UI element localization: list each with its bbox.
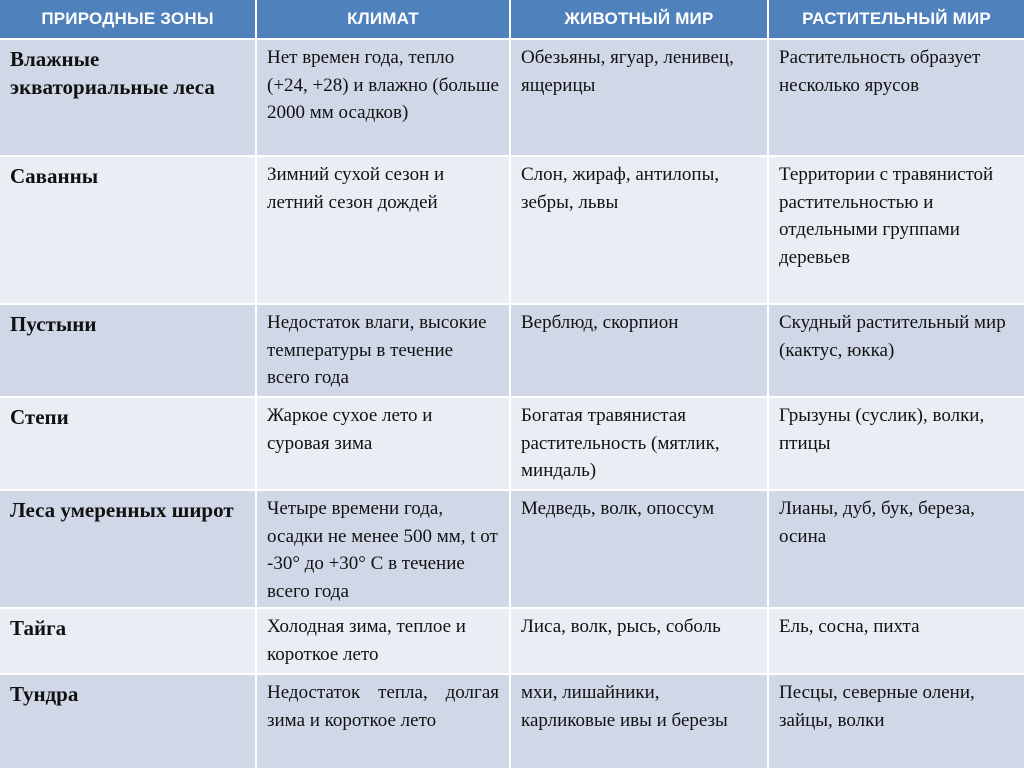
flora-cell: Грызуны (суслик), волки, птицы	[768, 397, 1024, 490]
climate-cell: Зимний сухой сезон и летний сезон дождей	[256, 156, 510, 304]
table-row	[0, 304, 1024, 397]
flora-cell: Территории с травянистой растительностью и отдельными группами деревьев	[768, 156, 1024, 304]
zone-cell: Пустыни	[0, 304, 256, 397]
header-row	[0, 0, 1024, 39]
climate-cell: Недостаток тепла, долгая зима и короткое лето	[256, 674, 510, 769]
climate-cell: Нет времен года, тепло (+24, +28) и влажно (больше 2000 мм осадков)	[256, 39, 510, 156]
header-fauna: ЖИВОТНЫЙ МИР	[510, 0, 768, 39]
fauna-cell: Лиса, волк, рысь, соболь	[510, 608, 768, 674]
climate-cell: Жаркое сухое лето и суровая зима	[256, 397, 510, 490]
climate-cell: Четыре времени года, осадки не менее 500 мм, t от -30° до +30° С в течение всего года	[256, 490, 510, 608]
flora-cell: Растительность образует несколько ярусов	[768, 39, 1024, 156]
header-zones: ПРИРОДНЫЕ ЗОНЫ	[0, 0, 256, 39]
header-climate: КЛИМАТ	[256, 0, 510, 39]
fauna-cell: Обезьяны, ягуар, ленивец, ящерицы	[510, 39, 768, 156]
table-row	[0, 490, 1024, 608]
table-row	[0, 39, 1024, 156]
table-row	[0, 397, 1024, 490]
zone-cell: Влажные экваториальные леса	[0, 39, 256, 156]
zone-cell: Тайга	[0, 608, 256, 674]
zone-cell: Степи	[0, 397, 256, 490]
zone-cell: Тундра	[0, 674, 256, 769]
zone-cell: Саванны	[0, 156, 256, 304]
zone-cell: Леса умеренных широт	[0, 490, 256, 608]
fauna-cell: Слон, жираф, антилопы, зебры, львы	[510, 156, 768, 304]
fauna-cell: Медведь, волк, опоссум	[510, 490, 768, 608]
flora-cell: Песцы, северные олени, зайцы, волки	[768, 674, 1024, 769]
header-flora: РАСТИТЕЛЬНЫЙ МИР	[768, 0, 1024, 39]
fauna-cell: мхи, лишайники, карликовые ивы и березы	[510, 674, 768, 769]
table-row	[0, 608, 1024, 674]
climate-cell: Недостаток влаги, высокие температуры в течение всего года	[256, 304, 510, 397]
fauna-cell: Богатая травянистая растительность (мятлик, миндаль)	[510, 397, 768, 490]
table-row	[0, 156, 1024, 304]
fauna-cell: Верблюд, скорпион	[510, 304, 768, 397]
table-row	[0, 674, 1024, 769]
climate-cell: Холодная зима, теплое и короткое лето	[256, 608, 510, 674]
flora-cell: Лианы, дуб, бук, береза, осина	[768, 490, 1024, 608]
flora-cell: Ель, сосна, пихта	[768, 608, 1024, 674]
flora-cell: Скудный растительный мир (кактус, юкка)	[768, 304, 1024, 397]
